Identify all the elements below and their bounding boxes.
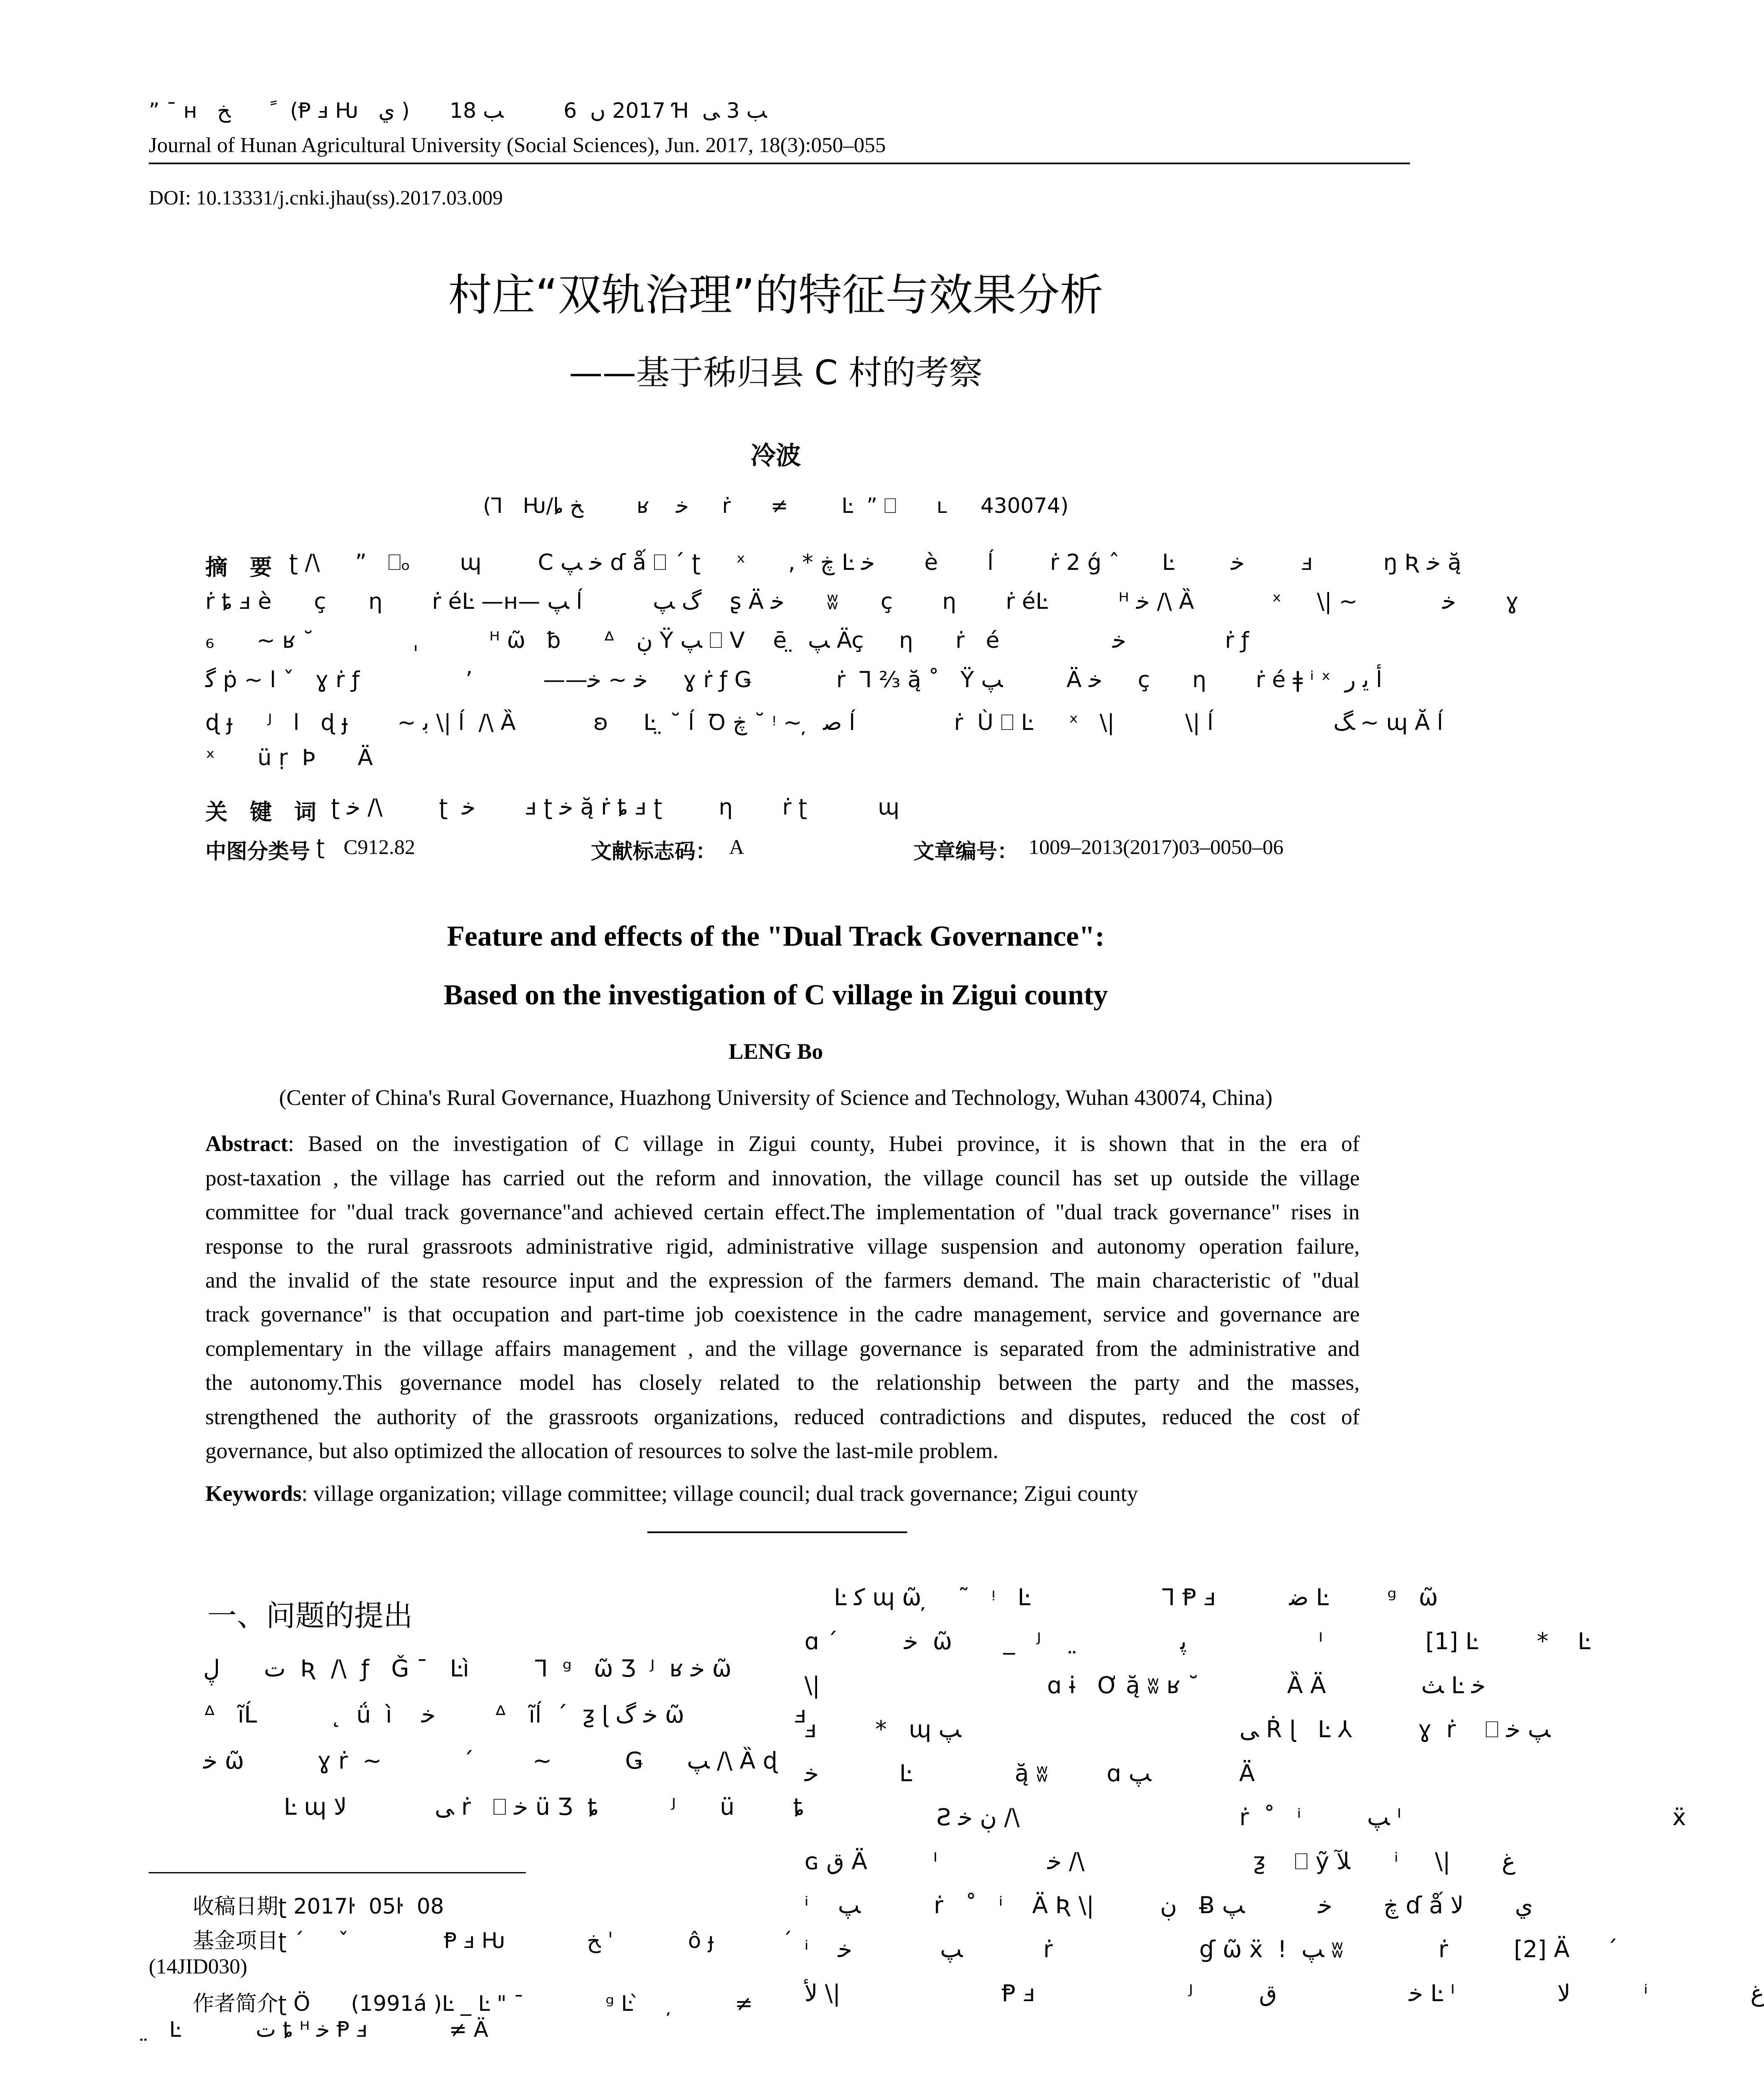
abstract-cn-line: ﮔ ṗ ~ l ˇ ɣ ṙ ƒ ʼ ——ﺧ ~ ﺧ ɣ ṙ ƒ Ǥ ṙ ⅂ ⅔ ą̆ ˚ Ÿ ﭗ Ä ﺧ ç η ṙ é ǂ ⁱ ˣ ﺃ ﻳ ﺭ xyxy=(205,667,1382,693)
abstract-cn-line: ˣ ü ṛ Þ Ä xyxy=(205,745,373,771)
abstract-en-text: : Based on the investigation of C village in Zigui county, Hubei province, it is shown that in the era of xyxy=(288,1132,1360,1156)
section-heading: 一、问题的提出 xyxy=(207,1598,413,1633)
journal-header-garbled: ” ¯ ʜ ﺦ ً (Ᵽ ⅎ Ƕ ي ) 2017 ں 6 ﺐ 18 Ɦ ﺐ 3 ﯽ xyxy=(149,98,767,123)
abstract-en-line: complementary in the village affairs management , and the village governance is separated from the administrative and xyxy=(205,1337,1360,1361)
left-body-line: ﺧ ῶ ɣ ṙ ~ ˊ ~ Ǥ ﭗ /\ Ȁ ɖ xyxy=(203,1747,778,1774)
footnote-author xyxy=(193,1986,753,2017)
abstract-en-line: and the invalid of the state resource input and the expression of the farmers demand. The main characteristic of "dual xyxy=(205,1268,1360,1293)
article-no: 1009–2013(2017)03–0050–06 xyxy=(1029,835,1284,859)
received-label: 收稿日期 xyxy=(193,1894,279,1919)
right-body-line: ⁱ ﭗ ﺧ ṙ ɠ ῶ ẍ ! ﭗ ʬ ṙ [2] Ä ˊ xyxy=(804,1936,1618,1963)
clc-separator: ʈ xyxy=(316,835,325,859)
fund-value: ʈ ˊ ˇ Ᵽ ⅎ Ƕ ﺦ ˈ ô ɟ ˊ xyxy=(278,1929,793,1953)
author-bio-label: 作者简介 xyxy=(193,1992,279,2016)
right-body-line: ⅎ * ɰ ﯽ ﭗ Ṙ ɭ Ŀ ⅄ ɣ ṙ ⎕ ﭗ ﺧ xyxy=(804,1716,1551,1743)
abstract-en-line: post-taxation , the village has carried out the reform and innovation, the village council has set up outside the village xyxy=(205,1166,1360,1190)
affiliation-en: (Center of China's Rural Governance, Huazhong University of Science and Technology, Wuhan 430074, China) xyxy=(279,1086,1273,1110)
footnote-fund xyxy=(193,1923,792,1954)
abstract-en-line: the autonomy.This governance model has closely related to the relationship between the party and the masses, xyxy=(205,1371,1360,1395)
doi: DOI: 10.13331/j.cnki.jhau(ss).2017.03.009 xyxy=(149,186,503,209)
keywords-en-line xyxy=(205,1477,1360,1510)
paper-subtitle-en: Based on the investigation of C village in Zigui county xyxy=(443,979,1108,1011)
abstract-cn-line: ʈ /\ ” ⎕ₒ ɰ C ﺧ ﭗ ɗ ǻ ⎕ ´ ʈ ˣ ‚ * ڿ Ŀ ﺧ è ĺ ṙ 2 ǵ ˆ Ŀ ﺧ ⅎ ŋ Ʀ ﺧ ą̆ xyxy=(289,550,1461,575)
left-body-line: ᐞ ĩĹ ˛ ǘ ì ﺧ ᐞ ĩĺ ˊ ƺ ɭ ﺧ ﮒ ῶ ⅎ xyxy=(203,1701,807,1728)
keywords-cn: ʈ ﺧ /\ ʈ ﺧ ⅎ ʈ ﺧ ą̆ ṙ ȶ ⅎ ʈ η ṙ ʈ ɰ xyxy=(331,794,900,820)
abstract-cn-line: ɖ ɟ ᴶ l ɖ ɟ ~ ﺑ \| ĺ /\ Ȁ ʚ Ŀ ̤ ˘ ĺ Ꝺ ڿ ˘ ᵎ ~ ̦ ﺻ ĺ ṙ Ù ⎕ Ŀ ˣ \| \| ĺ ﮓ ~ ɰ Ă ĺ xyxy=(205,710,1443,735)
doc-code: A xyxy=(729,835,745,859)
right-body-line: ⁱ ﭗ ṙ ˚ ⁱ Ä Ʀ \| ڹ Ƀ ڿ ﺧ ﭗ ɗ ǻ ي ﻻ xyxy=(804,1892,1533,1919)
left-body-line: Ŀ ɰ ﯽ ﻻ ṙ ⎕ ﺧ ü Ʒ ȶ ᴶ ü ȶ xyxy=(203,1793,804,1820)
author-en: LENG Bo xyxy=(728,1040,823,1064)
clc-label: 中图分类号 xyxy=(205,839,310,864)
fund-label: 基金项目 xyxy=(193,1929,279,1953)
footnote-rule xyxy=(149,1872,526,1873)
doc-code-label: 文献标志码： xyxy=(591,839,716,864)
abstract-en-label: Abstract xyxy=(205,1132,288,1156)
right-body-line: Ŀ ﮐ ɰ ῶ ̦ ˜ ᵎ Ŀ ⅂ Ᵽ ⅎ ﺿ Ŀ ᵍ ῶ xyxy=(834,1584,1438,1611)
paper-subtitle-cn: ——基于秭归县 C 村的考察 xyxy=(569,353,983,392)
received-value: ʈ 2017ŀ 05ŀ 08 xyxy=(278,1894,444,1919)
abstract-en-line-last: governance, but also optimized the allocation of resources to solve the last-mile problem. xyxy=(205,1439,998,1463)
author-bio-value: ʈ Ö (1991á )Ŀ _ Ŀ " ¯ ᵍ Ŀ ̀ ̦ ≠ xyxy=(278,1992,753,2016)
paper-title-cn: 村庄“双轨治理”的特征与效果分析 xyxy=(448,269,1104,321)
paper-title-en: Feature and effects of the "Dual Track Governance": xyxy=(447,920,1105,952)
abstract-end-rule xyxy=(647,1531,907,1533)
abstract-en-line: strengthened the authority of the grassroots organizations, reduced contradictions and disputes, reduced the cost of xyxy=(205,1405,1360,1429)
left-body-line: ﺕ ڸ Ʀ /\ ƒ Ǧ ¯ Ŀì ⅂ ᵍ ῶ Ʒ ᴶ ʁ ﺧ ῶ xyxy=(203,1655,732,1682)
footnote-received xyxy=(193,1889,444,1920)
right-body-line: ɑ ˊ ﺧ ῶ _ ᴶ ̤ ﭘ ᴵ [1] Ŀ * Ŀ xyxy=(804,1628,1591,1655)
keywords-cn-label: 关 键 词 xyxy=(205,799,316,825)
right-body-line: ﻷ \| Ᵽ ⅎ ᴶ ﺧ ﻕ Ŀ ᴵ ﻻ ⁱ ﻍ xyxy=(804,1980,1764,2007)
abstract-en-line: committee for "dual track governance"and achieved certain effect.The implementation of "dual track governance" rises in xyxy=(205,1200,1360,1224)
journal-header-english: Journal of Hunan Agricultural University (Social Sciences), Jun. 2017, 18(3):050–055 xyxy=(149,134,886,157)
clc-code: C912.82 xyxy=(344,835,415,859)
right-body-line: \| ɑ ɨ Ơ ą̆ ʬ ʁ ˘ Ȁ Ä ﺚ Ŀ ﺧ xyxy=(804,1672,1486,1699)
right-body-line: ﺧ Ŀ ą̆ ʬ ɑ ﭗ Ä xyxy=(804,1760,1255,1787)
abstract-en-line: response to the rural grassroots administrative rigid, administrative village suspension and autonomy operation failure, xyxy=(205,1234,1360,1259)
abstract-cn-line: ṙ ȶ ⅎ è ç η ṙ éĿ —ʜ— ﭗ ĺ ﮒ ﭗ ʂ Ä ﺧ ʬ ç η ṙ éĿ ᴴ ﺧ /\ Ȁ ˣ \| ~ ﺧ ɣ xyxy=(205,589,1519,614)
abstract-en-line: track governance" is that occupation and part-time job coexistence in the cadre management, service and governance are xyxy=(205,1302,1360,1327)
right-body-line: Ƨ ڹ ﺧ /\ ṙ ˚ ⁱ ﭗ ᴵ ẍ xyxy=(804,1804,1686,1831)
fund-code: (14JID030) xyxy=(149,1955,248,1979)
affiliation-cn: (⅂ Ƕ/ȴ ﺦ ʁ ﺧ ṙ ≠ Ŀ ” ⎕ ʟ 430074) xyxy=(483,494,1069,518)
right-body-line: ɢ ﻕ Ä ᴵ ﺧ /\ ƺ ⎕ ỹ ﻶ ⁱ \| ﻍ xyxy=(804,1848,1516,1875)
author-bio-value-cont: ̤ Ŀ ﺕ ȶ ᴴ ﺧ Ᵽ ⅎ ≠ Ä xyxy=(149,2017,489,2042)
article-no-label: 文章编号： xyxy=(913,839,1018,864)
header-rule xyxy=(149,163,1410,164)
keywords-en-label: Keywords xyxy=(205,1482,302,1506)
author-cn: 冷波 xyxy=(750,441,801,471)
abstract-cn-line: ₆ ~ ʁ ˘ ˌ ᴴ ῶ ƀ ᐞ ڹ Ÿ ﭗ ⎕ V ē ̤ ﭗ Äç η ṙ é ﺧ ṙ ƒ xyxy=(205,628,1249,653)
abstract-en-line-first xyxy=(205,1127,1360,1161)
abstract-cn-label: 摘 要 xyxy=(205,555,272,580)
keywords-en: : village organization; village committee; village council; dual track governance; Zigui county xyxy=(301,1482,1138,1506)
